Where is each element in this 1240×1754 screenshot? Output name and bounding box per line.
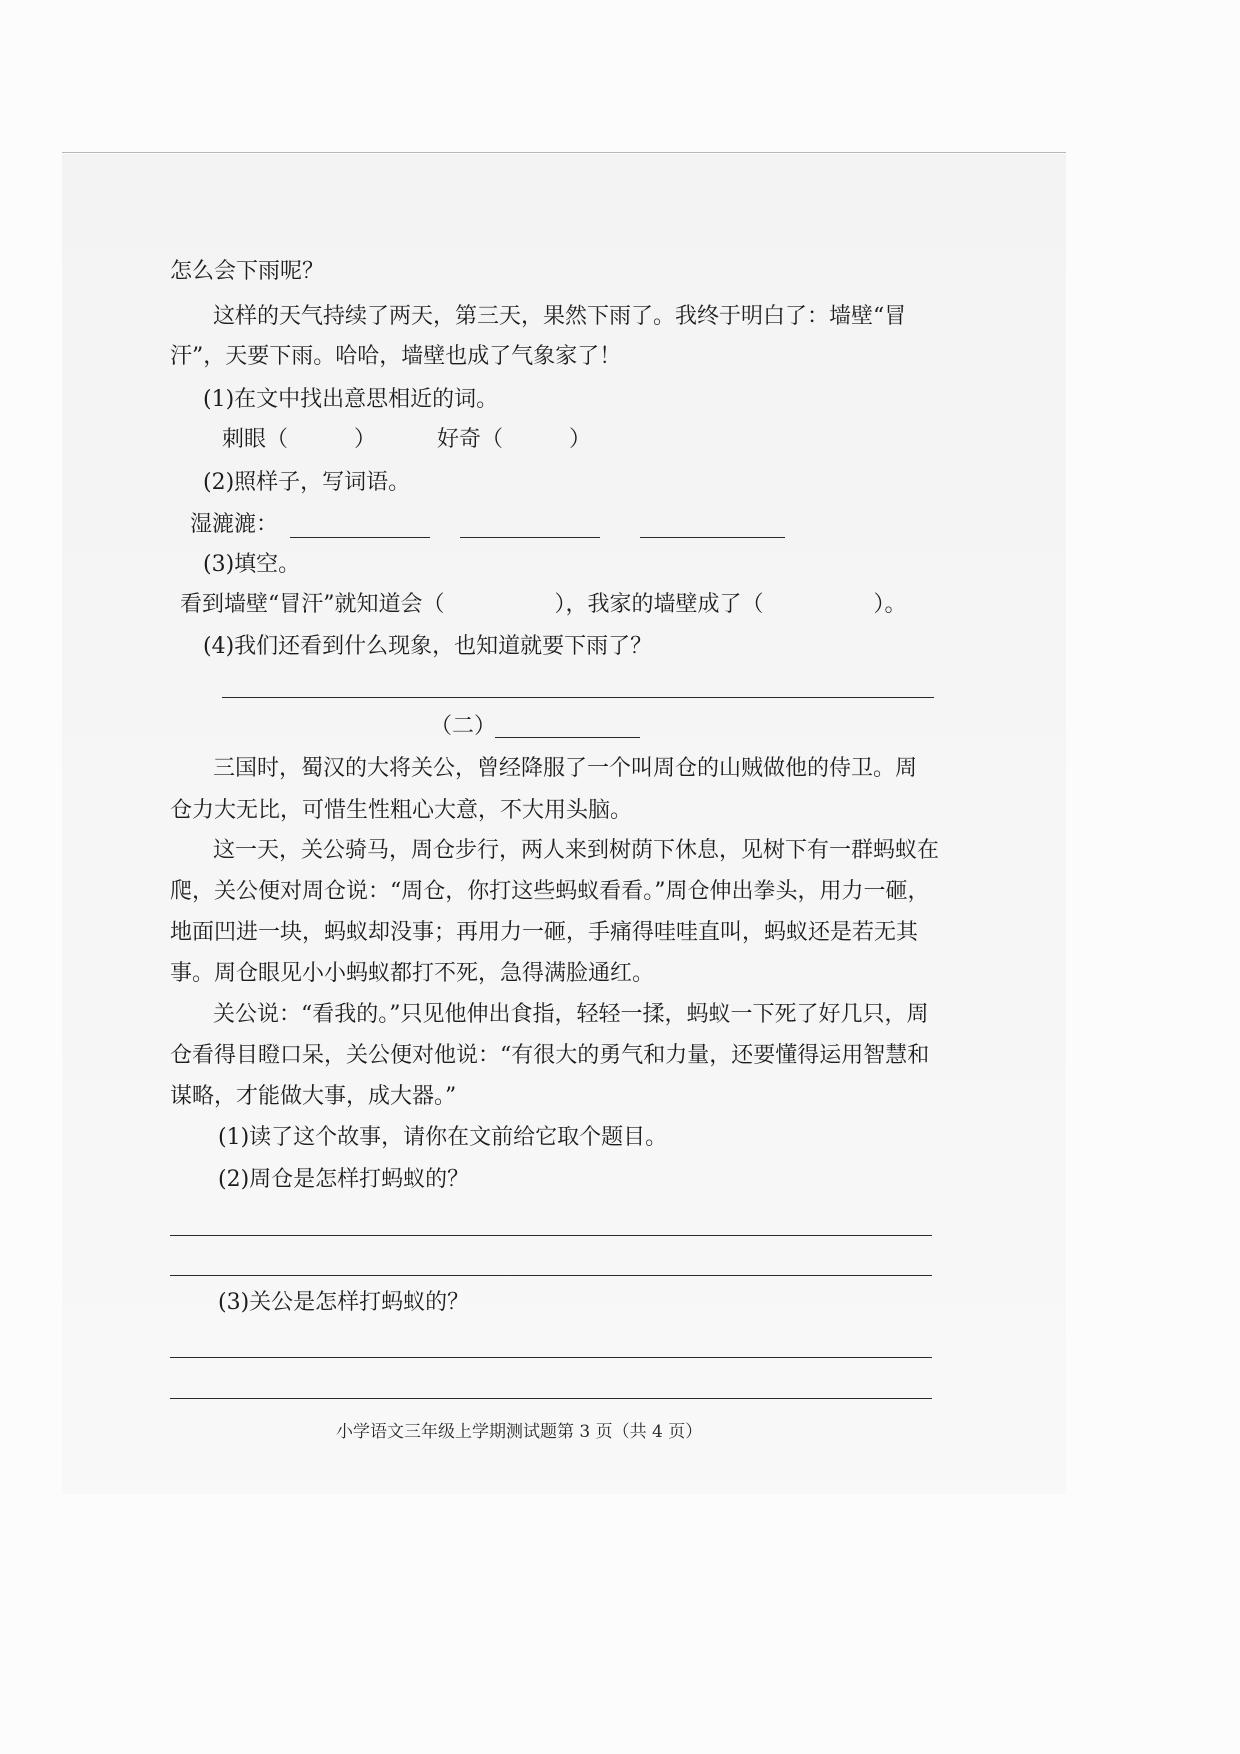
synonym-item-haoqi: 好奇（ ） (437, 427, 592, 452)
question-2-prompt: (2)照样子，写词语。 (203, 470, 411, 495)
answer-line (170, 1398, 932, 1399)
section-heading: （二） (430, 714, 497, 739)
question-1-prompt: (1)在文中找出意思相近的词。 (203, 387, 499, 412)
answer-blank (460, 537, 600, 538)
page-footer: 小学语文三年级上学期测试题第 3 页（共 4 页） (336, 1422, 703, 1442)
story-line: 谋略，才能做大事，成大器。” (170, 1084, 457, 1109)
story-line: 关公说：“看我的。”只见他伸出食指，轻轻一揉，蚂蚁一下死了好几只，周 (213, 1002, 929, 1027)
story-line: 爬，关公便对周仓说：“周仓，你打这些蚂蚁看看。”周仓伸出拳头，用力一砸， (170, 879, 930, 904)
passage-line: 汗”，天要下雨。哈哈，墙壁也成了气象家了！ (170, 344, 622, 369)
title-blank (495, 737, 640, 738)
story-question-3: (3)关公是怎样打蚂蚁的？ (218, 1290, 470, 1315)
story-line: 仓看得目瞪口呆，关公便对他说：“有很大的勇气和力量，还要懂得运用智慧和 (170, 1043, 930, 1068)
answer-blank (640, 537, 785, 538)
story-line: 地面凹进一块，蚂蚁却没事；再用力一砸，手痛得哇哇直叫，蚂蚁还是若无其 (170, 920, 919, 945)
passage-line: 怎么会下雨呢？ (170, 259, 325, 284)
synonym-item-ciyan: 刺眼（ ） (222, 427, 377, 452)
passage-line: 这样的天气持续了两天，第三天，果然下雨了。我终于明白了：墙壁“冒 (213, 304, 907, 329)
story-question-1: (1)读了这个故事，请你在文前给它取个题目。 (218, 1125, 668, 1150)
question-3-prompt: (3)填空。 (203, 552, 301, 577)
question-4-prompt: (4)我们还看到什么现象，也知道就要下雨了？ (203, 634, 653, 659)
answer-line (170, 1275, 932, 1276)
story-line: 仓力大无比，可惜生性粗心大意，不大用头脑。 (170, 798, 633, 823)
answer-line (222, 697, 934, 698)
story-line: 这一天，关公骑马，周仓步行，两人来到树荫下休息，见树下有一群蚂蚁在 (213, 838, 940, 863)
answer-line (170, 1235, 932, 1236)
story-question-2: (2)周仓是怎样打蚂蚁的？ (218, 1167, 470, 1192)
answer-blank (290, 537, 430, 538)
story-line: 事。周仓眼见小小蚂蚁都打不死，急得满脸通红。 (170, 961, 655, 986)
fill-in-sentence: 看到墙壁“冒汗”就知道会（ ），我家的墙壁成了（ ）。 (180, 592, 907, 617)
story-line: 三国时，蜀汉的大将关公，曾经降服了一个叫周仓的山贼做他的侍卫。周 (213, 756, 918, 781)
page-top-rule (62, 152, 1066, 153)
word-example: 湿漉漉： (190, 512, 279, 537)
answer-line (170, 1357, 932, 1358)
